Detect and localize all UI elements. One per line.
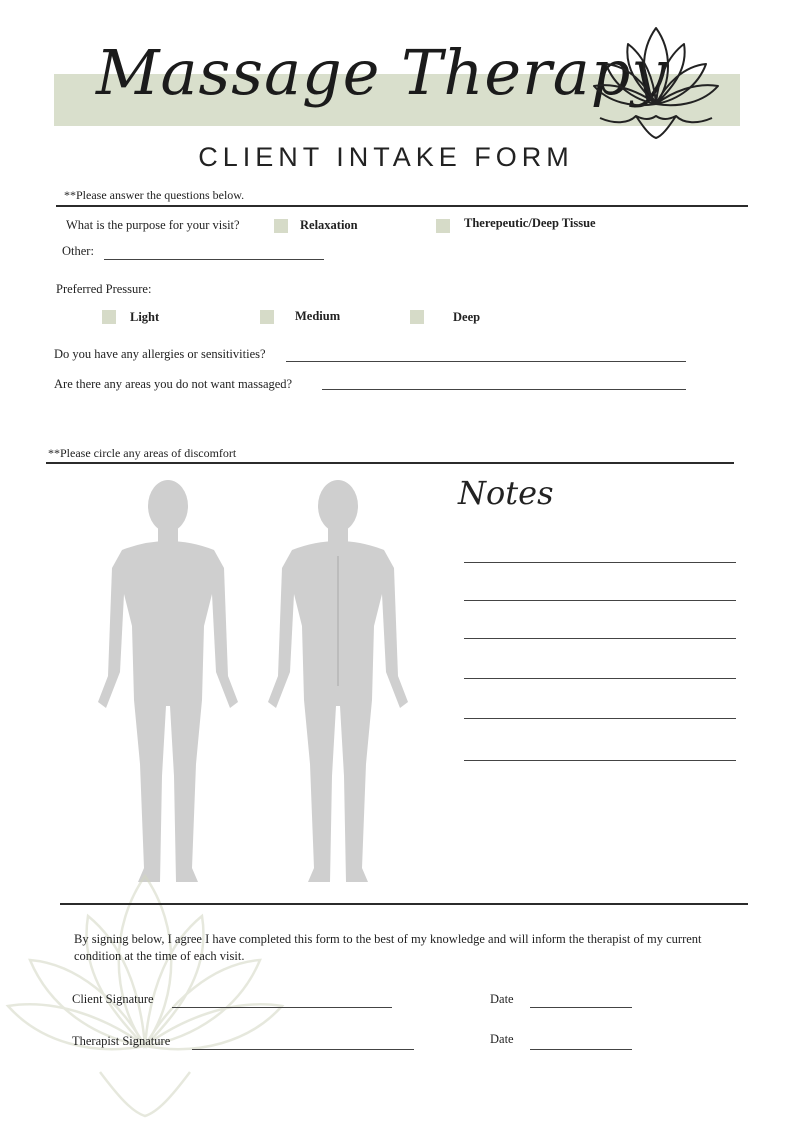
notes-line[interactable] [464, 638, 736, 639]
lotus-icon [588, 20, 724, 149]
deep-tissue-checkbox[interactable] [436, 219, 450, 233]
notes-line[interactable] [464, 562, 736, 563]
section2-divider [46, 462, 734, 464]
client-date-label: Date [490, 992, 514, 1006]
notes-line[interactable] [464, 718, 736, 719]
client-signature-label: Client Signature [72, 992, 154, 1006]
light-label: Light [130, 310, 160, 324]
agreement-text: By signing below, I agree I have completed this form to the best of my knowledge and will inform the therapist of my current condition at the time of each visit. [74, 932, 702, 963]
allergies-field[interactable] [286, 361, 686, 362]
therapist-signature-label: Therapist Signature [72, 1034, 171, 1048]
notes-line[interactable] [464, 600, 736, 601]
form-subtitle: CLIENT INTAKE FORM [198, 142, 574, 172]
therapist-date-field[interactable] [530, 1049, 632, 1050]
purpose-question: What is the purpose for your visit? [66, 218, 240, 232]
client-date-field[interactable] [530, 1007, 632, 1008]
notes-title: Notes [458, 474, 554, 512]
notes-line[interactable] [464, 760, 736, 761]
allergies-question: Do you have any allergies or sensitivities? [54, 347, 266, 361]
script-title: Massage Therapy [96, 36, 668, 109]
section1-instruction: **Please answer the questions below. [64, 188, 245, 202]
footer-divider [60, 903, 748, 905]
deep-label: Deep [453, 310, 481, 324]
client-signature-field[interactable] [172, 1007, 392, 1008]
body-back-icon[interactable] [262, 476, 414, 886]
therapist-signature-field[interactable] [192, 1049, 414, 1050]
pressure-label: Preferred Pressure: [56, 282, 152, 296]
medium-checkbox[interactable] [260, 310, 274, 324]
deep-tissue-label: Therepeutic/Deep Tissue [464, 216, 596, 230]
light-checkbox[interactable] [102, 310, 116, 324]
relaxation-checkbox[interactable] [274, 219, 288, 233]
body-front-icon[interactable] [92, 476, 244, 886]
section1-divider [56, 205, 748, 207]
areas-field[interactable] [322, 389, 686, 390]
relaxation-label: Relaxation [300, 218, 358, 232]
notes-line[interactable] [464, 678, 736, 679]
medium-label: Medium [295, 309, 341, 323]
areas-question: Are there any areas you do not want massaged? [54, 377, 293, 391]
section2-instruction: **Please circle any areas of discomfort [48, 446, 237, 460]
deep-checkbox[interactable] [410, 310, 424, 324]
other-label: Other: [62, 244, 94, 258]
other-field[interactable] [104, 259, 324, 260]
therapist-date-label: Date [490, 1032, 514, 1046]
